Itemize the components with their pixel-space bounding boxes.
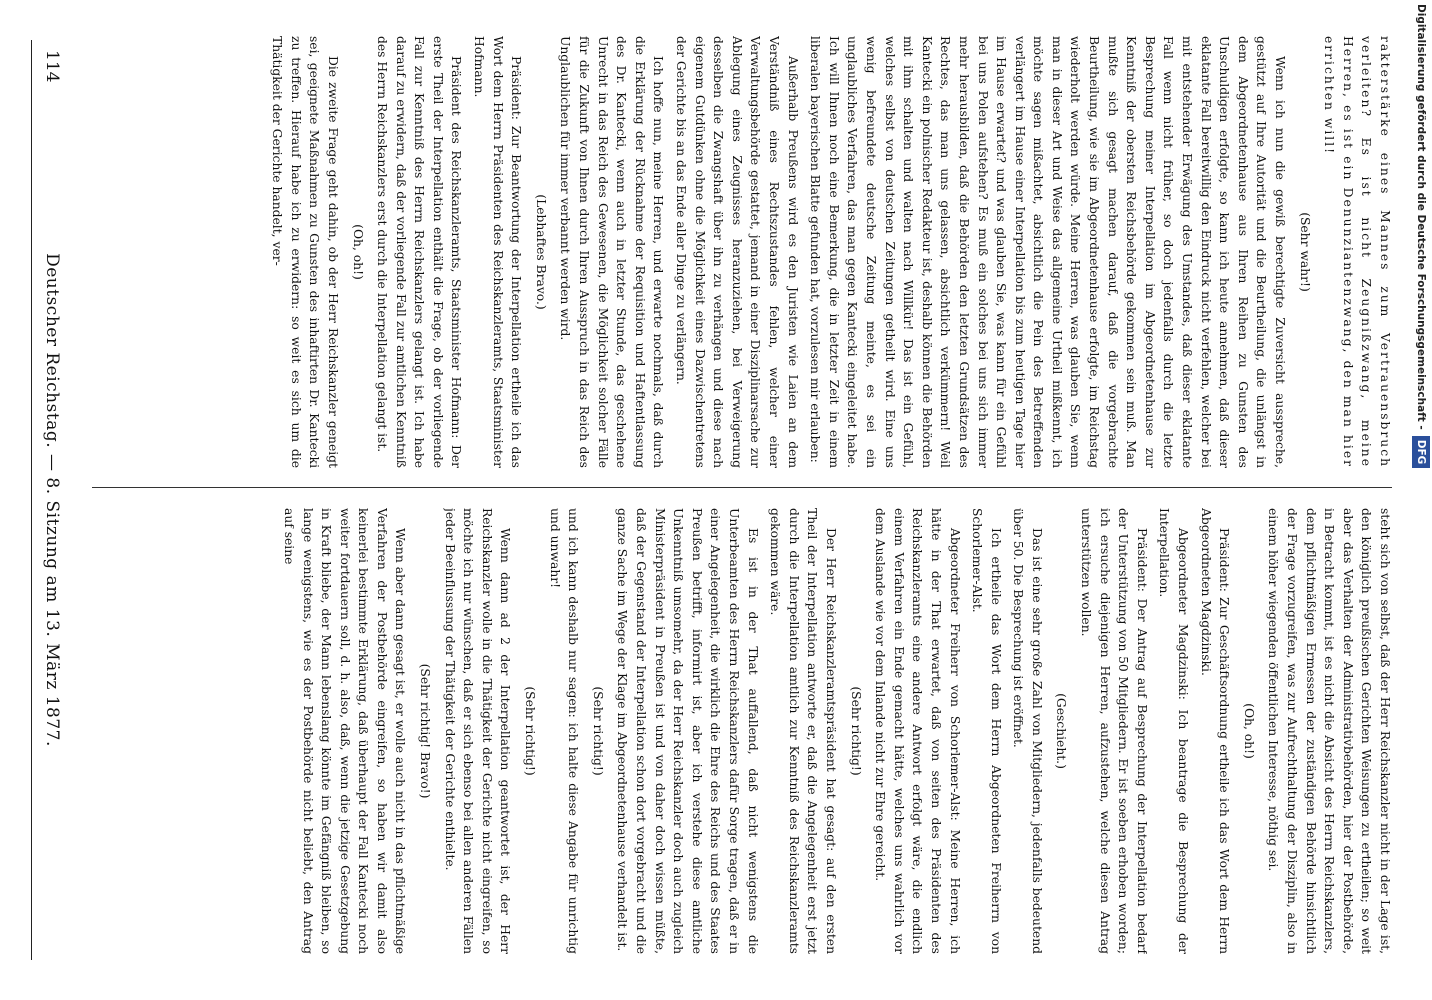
paragraph: Präsident: Zur Beantwortung der Interpellation ertheile ich das Wort dem Herrn Präsidenten des Reichskanzleramts, Staatsminister Hofmann.: [472, 36, 524, 468]
interjection: (Lebhaftes Bravo.): [533, 194, 548, 310]
paragraph: Wenn ich nun die gewiß berechtigte Zuversicht ausspreche, gestützt auf Ihre Autorität und die Beurtheilung, die unlängst in dem Abgeordnetenhause aus Ihren Reihen zu Gunsten des Unschuldigen erfolgte, so kann ich heute annehmen, daß dieser eklatante Fall bereitwillig den Eindruck nicht verfehlen, welcher bei mit entstehender Erwägung des Umstandes, daß dieser eklatante Fall wenn nicht früher, so doch jedenfalls durch die letzte Besprechung meiner Interpellation im Abgeordnetenhause zur Kenntniß der obersten Reichsbehörde gekommen sein muß. Man mußte sich gesagt machen darauf, daß die vorgebrachte Beurtheilung, wie sie im Abgeordnetenhause erfolgte, im Reichstag wiederholt werden würde. Meine Herren, was glauben Sie, wenn man in dieser Art und Weise das allgemeine Urtheil mißkennt, ich möchte sagen mißachtet, absichtlich die Pein des Betreffenden verlängert im Hause einer Interpellation bis zum heutigen Tage hier im Hause erwartet? und was glauben Sie, was kann für ein Gefühl bei uns Polen aufstehen? Es muß ein solches bei uns sich immer mehr herausbilden, daß die Behörden den letzten Grundsätzen des Rechtes, das man uns gelassen, absichtlich verkümmern! Weil Kantecki ein polnischer Redakteur ist, deshalb können die Behörden mit ihm schalten und walten nach Willkür! Das ist ein Gefühl, welches selbst von deutschen Zeitungen getheilt wird. Eine uns wenig befreundete deutsche Zeitung meinte, es sei ein unglaubliches Verfahren, das man gegen Kantecki eingeleitet habe. Ich will Ihnen noch eine Bemerkung, die in letzter Zeit in einem liberalen bayerischen Blatte gefunden hat, vorzulesen mir erlauben:: [808, 36, 1288, 468]
credit-text: Digitalisierung gefördert durch die Deutsche Forschungsgemeinschaft -: [1415, 4, 1427, 430]
paragraph: Ich ertheile das Wort dem Herrn Abgeordneten Freiherrn von Schorlemer-Alst.: [970, 508, 1003, 954]
column-divider: [92, 487, 1392, 488]
paragraph: und ich kann deshalb nur sagen: ich halte diese Angabe für unrichtig und unwahr!: [547, 508, 581, 954]
paragraph: Wenn dann ad 2 der Interpellation geantwortet ist, der Herr Reichskanzler wolle in die Thätigkeit der Gerichte nicht eingreifen, so möchte ich nur wünschen, daß er sich ebenso bei allen anderen Fällen jeder Beeinflussung der Thätigkeit der Gerichte enthielte.: [442, 508, 513, 954]
interjection: (Sehr richtig!): [523, 686, 538, 776]
paragraph: Abgeordneter Freiherr von Schorlemer-Alst: Meine Herren, ich hätte in der That erwartet, daß von seiten des Präsidenten des Reichskanzleramts eine andere Antwort erfolgt wäre, die endlich einem Verfahren ein Ende gemacht hätte, welches uns wahrlich vor dem Auslande wie vor dem Inlande nicht zur Ehre gereicht.: [873, 508, 962, 954]
digitization-credit: [1412, 4, 1430, 996]
paragraph: Außerhalb Preußens wird es den Juristen wie Laien an dem Verständniß eines Rechtszustandes fehlen, welcher einer Verwaltungsbehörde gestattet, jemand in einer Disziplinarsache zur Ablegung eines Zeugnisses heranzuziehen, bei Verweigerung desselben die Zwangshaft über ihn zu verhängen und diese nach eigenem Gutdünken ohne die Möglichkeit eines Dazwischentretens der Gerichte bis an das Ende aller Dinge zu verlängern.: [674, 36, 800, 468]
paragraph: Präsident des Reichskanzleramts, Staatsminister Hofmann: Der erste Theil der Interpellation enthält die Frage, ob der vorliegende Fall zur Kenntniß des Herrn Reichskanzlers gelangt ist. Ich habe darauf zu erwidern, daß der vorliegende Fall zur amtlichen Kenntniß des Herrn Reichskanzlers erst durch die Interpellation gelangt ist.: [375, 36, 464, 468]
interjection: (Sehr richtig!): [848, 686, 863, 776]
paragraph: Die zweite Frage geht dahin, ob der Herr Reichskanzler geneigt sei, geeignete Maßnahmen zu Gunsten des inhaftirten Dr. Kantecki zu treffen. Hierauf habe ich zu erwidern: so weit es sich um die Thätigkeit der Gerichte handelt, ver-: [270, 36, 340, 468]
paragraph: Das ist eine sehr große Zahl von Mitgliedern, jedenfalls bedeutend über 50. Die Besprechung ist eröffnet.: [1011, 508, 1044, 954]
interjection: (Geschieht.): [1054, 693, 1069, 769]
paragraph: Wenn aber dann gesagt ist, er wolle auch nicht in das pflichtmäßige Verfahren der Postbehörde eingreifen, so haben wir damit also keinerlei bestimmte Erklärung, daß überhaupt der Fall Kantecki noch weiter fortdauern soll, d. h. also, daß, wenn die jetzige Gesetzgebung in Kraft bliebe, der Mann lebenslang könnte im Gefängniß bleiben, so lange wenigstens, wie es der Postbehörde nicht beliebt, den Antrag auf seine: [281, 508, 408, 954]
page-title: Deutscher Reichstag. — 8. Sitzung am 13. März 1877.: [42, 253, 62, 747]
interjection: (Oh, oh!): [1241, 703, 1256, 759]
paragraph: Ich hoffe nun, meine Herren, und erwarte nochmals, daß durch die Erklärung der Rücknahme der Requisition und Haftentlassung des Dr. Kantecki, wenn auch in letzter Stunde, das geschehene Unrecht in das Reich des Gewesenen, die Möglichkeit solcher Fälle für die Zukunft von Ihnen durch Ihren Ausspruch in das Reich des Unglaublichen für immer verbannt werden wird.: [558, 36, 666, 468]
paragraph: Abgeordneter Magdzinski: Ich beantrage die Besprechung der Interpellation.: [1157, 508, 1191, 954]
paragraph: Präsident: Der Antrag auf Besprechung der Interpellation bedarf der Unterstützung von 50 Mitgliedern. Er ist soeben erhoben worden; ich ersuche diejenigen Herren, aufzustehen, welche diesen Antrag unterstützen wollen.: [1079, 508, 1149, 954]
page-header: [31, 40, 70, 960]
paragraph: steht sich von selbst, daß der Herr Reichskanzler nicht in der Lage ist, den königlich preußischen Gerichten Weisungen zu ertheilen; so weit aber das Verhalten der Administrativbehörden, hier der Postbehörde, in Betracht kommt, ist es nicht die Absicht des Herrn Reichskanzlers, dem pflichtmäßigen Ermessen der zuständigen Behörde hinsichtlich der Frage vorzugreifen, was zur Aufrechthaltung der Disziplin, also in einem höher wiegenden öffentlichen Interesse, nöthig sei.: [1266, 508, 1392, 954]
left-column: [82, 36, 1394, 468]
dfg-logo: DFG: [1412, 436, 1430, 469]
interjection: (Sehr richtig! Bravo!): [418, 663, 433, 799]
right-column: [82, 508, 1394, 954]
page-number: 114: [42, 50, 62, 83]
paragraph: Es ist in der That auffallend, daß nicht wenigstens die Unterbeamten des Herrn Reichskanzlers dafür Sorge tragen, daß er in einer Angelegenheit, die wirklich die Ehre des Reichs und des Staates Preußen betrifft, informirt ist, aber ich verstehe diese amtliche Unkenntniß umsomehr, da der Herr Reichskanzler doch auch zugleich Ministerpräsident in Preußen ist und von daher doch wissen müßte, daß der Gegenstand der Interpellation schon dort vorgebracht und die ganze Sache im Wege der Klage im Abgeordnetenhause verhandelt ist.: [615, 508, 760, 954]
paragraph: Präsident: Zur Geschäftsordnung ertheile ich das Wort dem Herrn Abgeordneten Magdzinski.: [1198, 508, 1232, 954]
interjection: (Sehr wahr!): [1297, 212, 1312, 292]
interjection: (Sehr richtig!): [590, 686, 605, 776]
paragraph: Der Herr Reichskanzleramtspräsident hat gesagt: auf den ersten Theil der Interpellation antworte er, daß die Angelegenheit erst jetzt durch die Interpellation amtlich zur Kenntniß des Reichskanzleramts gekommen wäre.: [768, 508, 838, 954]
paragraph: rakterstärke eines Mannes zum Vertrauensbruch verleiten? Es ist nicht Zeugnißzwang, meine Herren, es ist ein Denunziantenzwang, den man hier errichten will!: [1322, 36, 1392, 468]
interjection: (Oh, oh!): [350, 224, 365, 280]
